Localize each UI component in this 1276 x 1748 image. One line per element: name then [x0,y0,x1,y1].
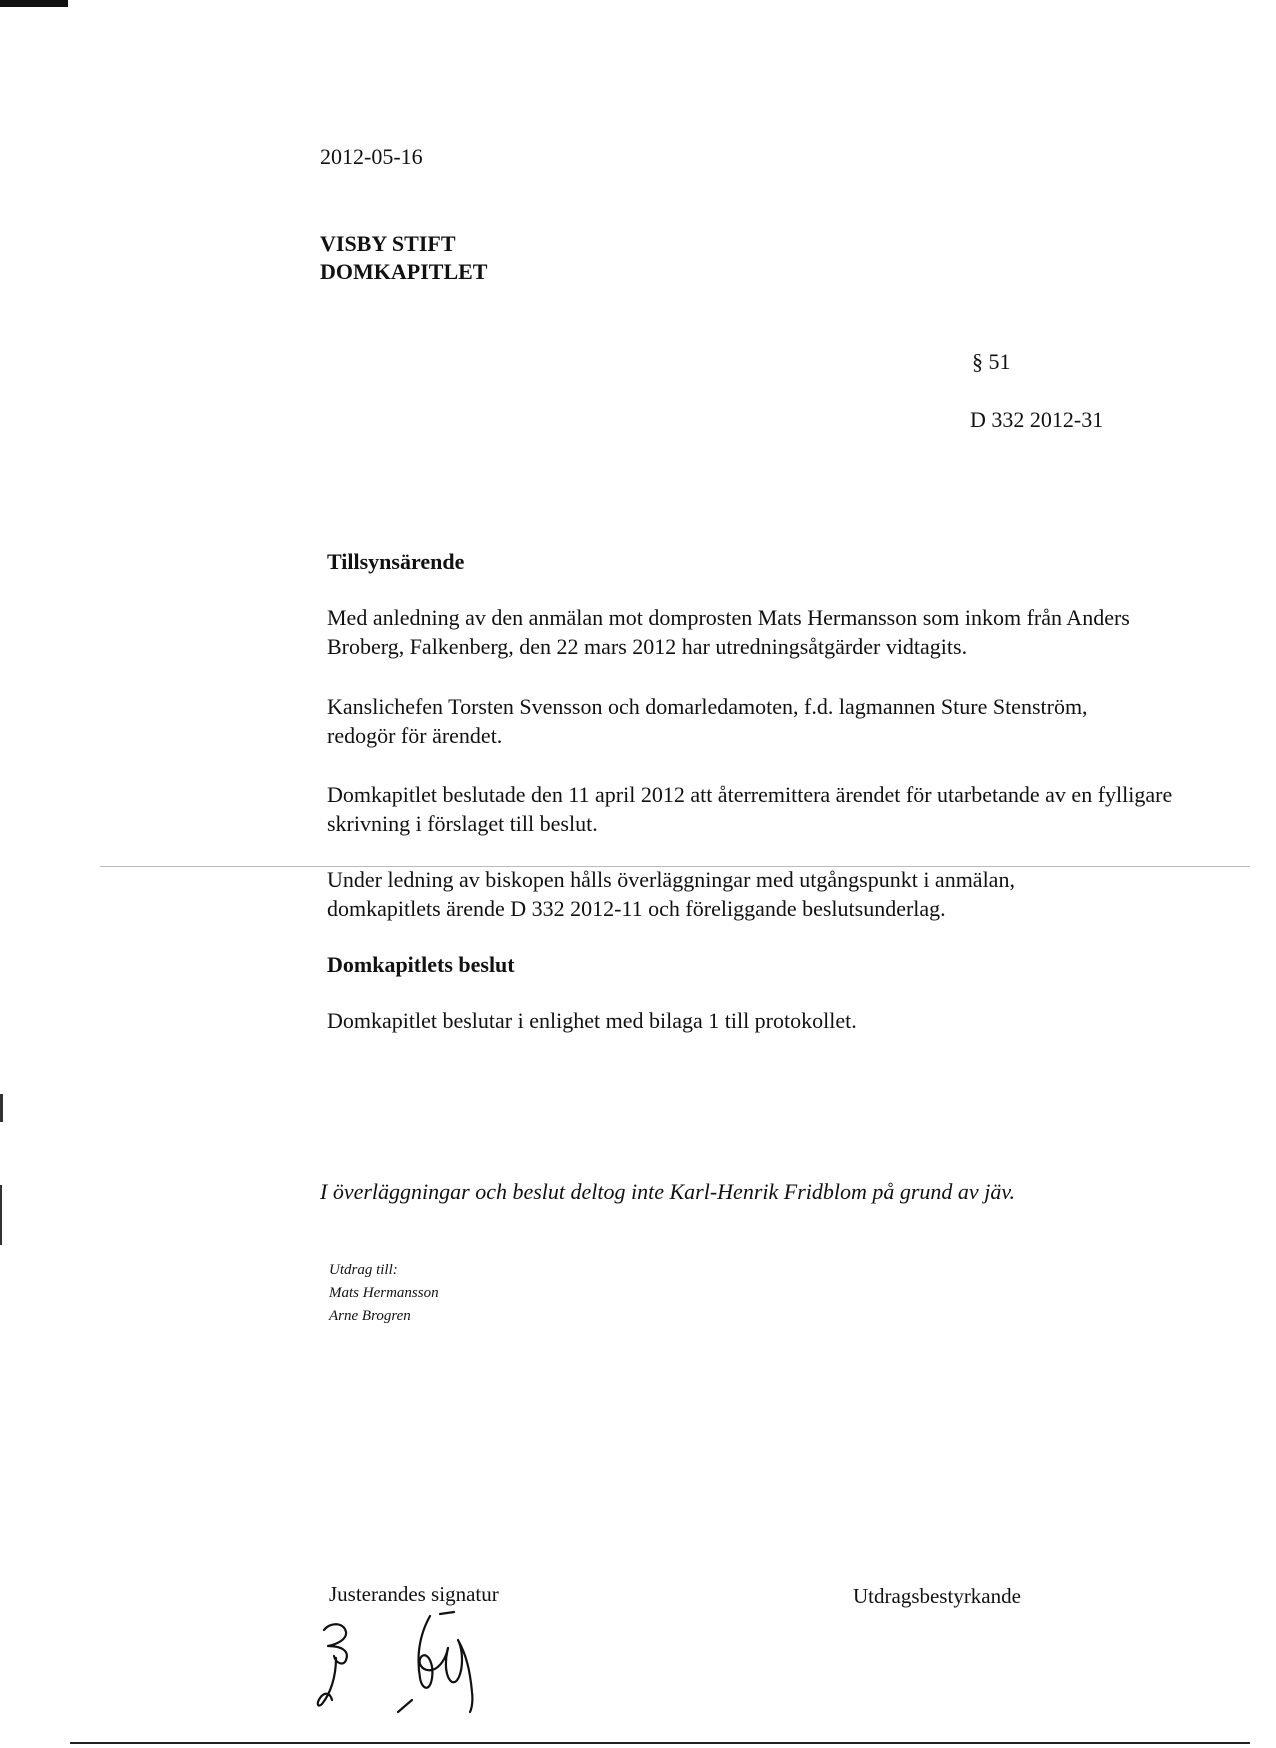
signature-stroke [398,1700,412,1712]
scan-edge-mark [0,1185,2,1245]
section-heading: Tillsynsärende [327,549,465,574]
extract-recipient: Mats Hermansson [329,1285,439,1301]
paragraph: Domkapitlet beslutade den 11 april 2012 att återremittera ärendet för utarbetande av en fylligare skrivning i förslaget till beslut. [327,782,1173,836]
paragraph: Med anledning av den anmälan mot domprosten Mats Hermansson som inkom från Anders Broberg, Falkenberg, den 22 mars 2012 har utredningsåtgärder vidtagits. [327,605,1130,659]
paragraph-reference: § 51 [972,349,1011,374]
decision-text: Domkapitlet beslutar i enlighet med bilaga 1 till protokollet. [327,1008,857,1033]
decision-heading: Domkapitlets beslut [327,952,515,977]
organization-unit: DOMKAPITLET [320,259,488,284]
paragraph: Kanslichefen Torsten Svensson och domarledamoten, f.d. lagmannen Sture Stenström, redogör för ärendet. [327,694,1088,748]
extract-recipient: Arne Brogren [329,1308,411,1324]
organization-name: VISBY STIFT [320,231,456,256]
signature-stroke [418,1616,448,1688]
signature-stroke [446,1640,472,1712]
scan-corner-mark [0,0,68,7]
signature-stroke [318,1624,347,1705]
document-date: 2012-05-16 [320,144,423,169]
scan-edge-mark [0,1094,3,1122]
certification-label: Utdragsbestyrkande [853,1584,1021,1608]
paragraph: Under ledning av biskopen hålls överläggningar med utgångspunkt i anmälan, domkapitlets ärende D 332 2012-11 och föreliggande beslutsunderlag. [327,867,1015,921]
handwritten-signature [300,1608,540,1718]
footer-rule [70,1742,1250,1744]
signature-stroke [440,1612,454,1614]
recusal-note: I överläggningar och beslut deltog inte Karl-Henrik Fridblom på grund av jäv. [320,1179,1015,1204]
case-number: D 332 2012-31 [970,407,1104,432]
signature-label: Justerandes signatur [329,1582,499,1606]
extract-to-label: Utdrag till: [329,1262,398,1278]
